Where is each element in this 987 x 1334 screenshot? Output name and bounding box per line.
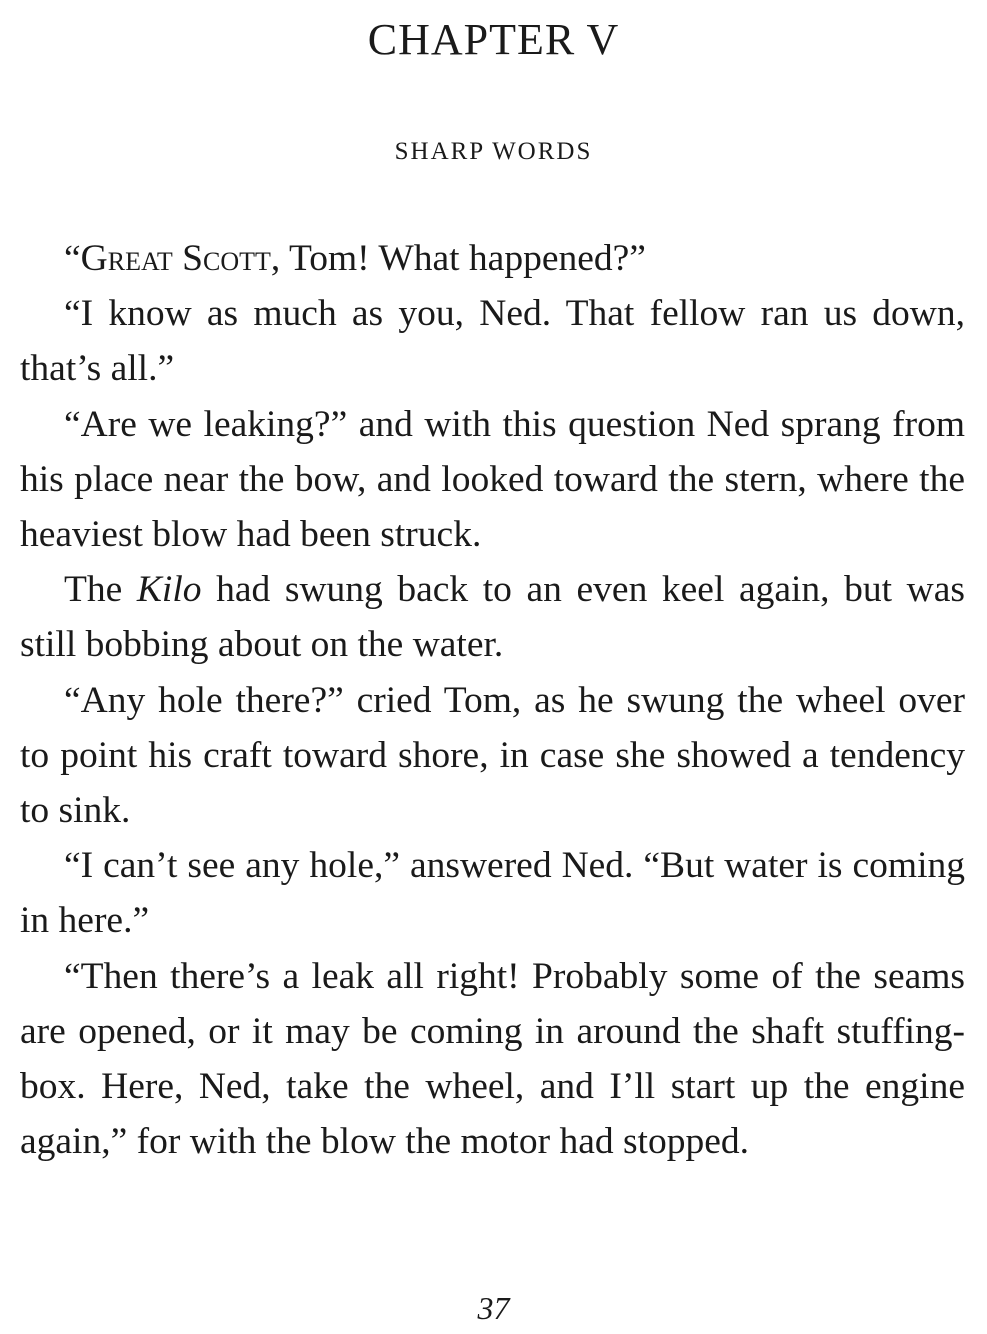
paragraph-5: “Any hole there?” cried Tom, as he swung the wheel over to point his craft toward shore, in case she showed a tendency to sink.	[20, 679, 965, 832]
paragraph-2: “I know as much as you, Ned. That fellow ran us down, that’s all.”	[20, 293, 965, 390]
paragraph-6: “I can’t see any hole,” answered Ned. “But water is coming in here.”	[20, 845, 965, 942]
word-space	[173, 238, 182, 279]
paragraph-7: “Then there’s a leak all right! Probably some of the seams are opened, or it may be coming in around the shaft stuffing-box. Here, Ned, take the wheel, and I’ll start up the engine again,” for with the blow the motor had stopped.	[20, 955, 965, 1163]
chapter-title: CHAPTER V	[367, 15, 620, 64]
paragraph-1	[20, 231, 965, 286]
chapter-subtitle: SHARP WORDS	[394, 138, 593, 165]
smallcaps-word-great: Great	[80, 238, 173, 279]
smallcaps-word-scott: Scott	[182, 238, 271, 279]
paragraph-3: “Are we leaking?” and with this question Ned sprang from his place near the bow, and looked toward the stern, where the heaviest blow had been struck.	[20, 403, 965, 556]
paragraph-4-after: had swung back to an even keel again, but was still bobbing about on the water.	[20, 569, 965, 666]
boat-name-italic: Kilo	[136, 569, 202, 611]
opening-quote: “	[64, 238, 81, 279]
paragraph-4	[20, 562, 965, 672]
body-text	[20, 231, 965, 1169]
page-number: 37	[477, 1290, 510, 1326]
paragraph-4-before: The	[64, 569, 137, 611]
paragraph-1-text: , Tom! What happened?”	[270, 238, 646, 279]
